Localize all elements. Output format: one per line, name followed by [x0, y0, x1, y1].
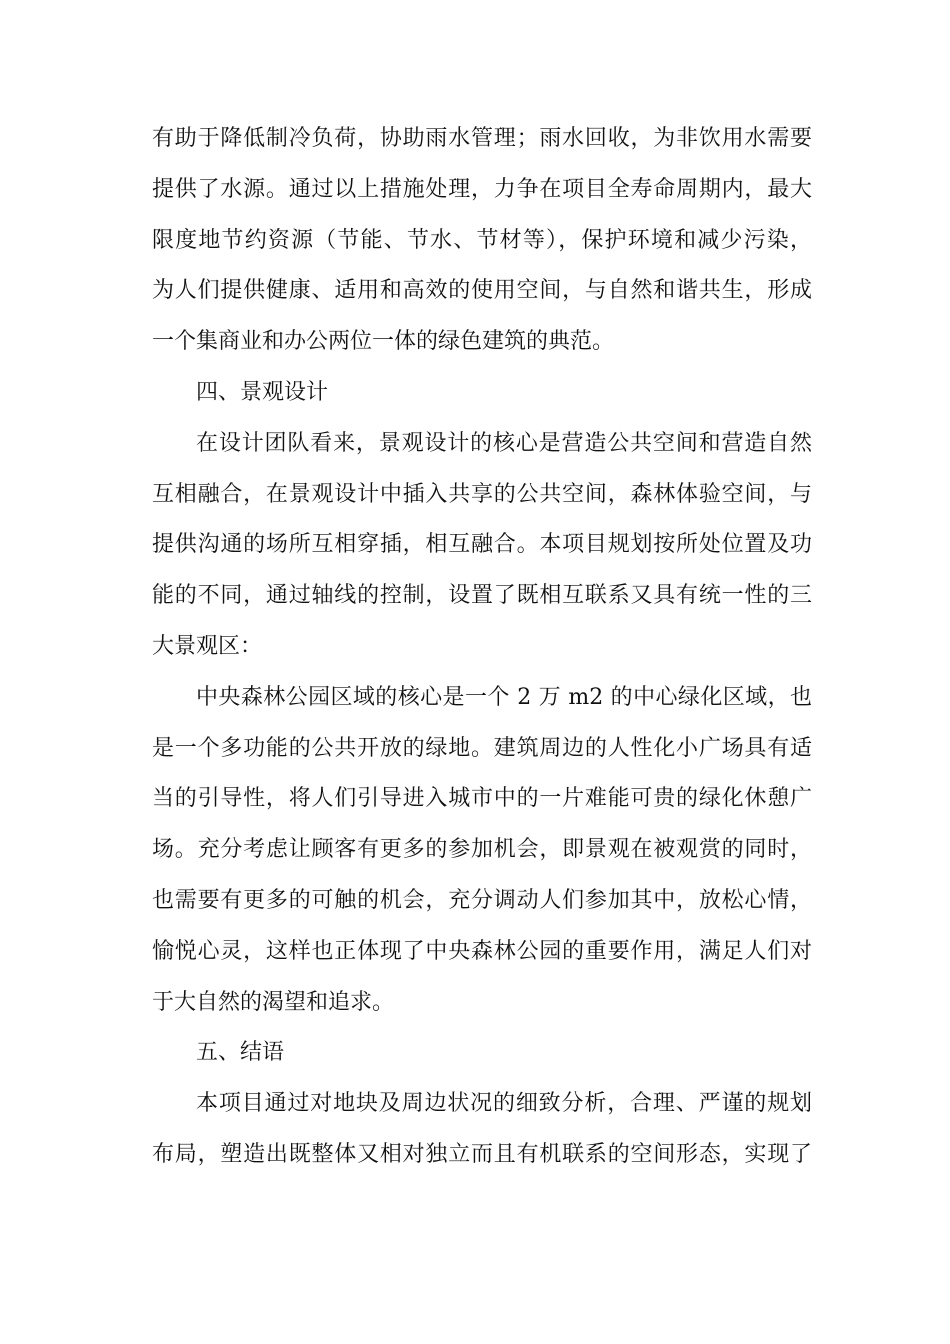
- body-paragraph: [152, 114, 812, 368]
- paragraph-line: 当的引导性，将人们引导进入城市中的一片难能可贵的绿化休憩广: [152, 786, 812, 812]
- paragraph-line: 限度地节约资源（节能、节水、节材等），保护环境和减少污染，: [152, 227, 812, 253]
- paragraph-line: 也需要有更多的可触的机会，充分调动人们参加其中，放松心情，: [152, 887, 812, 913]
- paragraph-line: 提供沟通的场所互相穿插，相互融合。本项目规划按所处位置及功: [152, 532, 812, 558]
- paragraph-line: 在设计团队看来，景观设计的核心是营造公共空间和营造自然: [196, 430, 812, 456]
- paragraph-line: 愉悦心灵，这样也正体现了中央森林公园的重要作用，满足人们对: [152, 938, 812, 964]
- paragraph-line: 一个集商业和办公两位一体的绿色建筑的典范。: [152, 329, 615, 355]
- paragraph-line: 有助于降低制冷负荷，协助雨水管理；雨水回收，为非饮用水需要: [152, 126, 812, 151]
- paragraph-line: 本项目通过对地块及周边状况的细致分析，合理、严谨的规划: [196, 1091, 812, 1117]
- body-paragraph: [152, 673, 812, 1029]
- paragraph-line: 中央森林公园区域的核心是一个 2 万 m2 的中心绿化区域，也: [196, 684, 812, 710]
- body-paragraph: [152, 1079, 812, 1181]
- paragraph-line: 于大自然的渴望和追求。: [152, 989, 395, 1015]
- paragraph-line: 互相融合，在景观设计中插入共享的公共空间，森林体验空间，与: [152, 481, 812, 507]
- paragraph-line: 是一个多功能的公共开放的绿地。建筑周边的人性化小广场具有适: [152, 735, 812, 761]
- body-paragraph: [152, 419, 812, 673]
- paragraph-line: 为人们提供健康、适用和高效的使用空间，与自然和谐共生，形成: [152, 278, 812, 304]
- paragraph-line: 提供了水源。通过以上措施处理，力争在项目全寿命周期内，最大: [152, 176, 812, 202]
- paragraph-line: 大景观区：: [152, 633, 263, 659]
- paragraph-line: 能的不同，通过轴线的控制，设置了既相互联系又具有统一性的三: [152, 583, 812, 609]
- paragraph-line: 布局，塑造出既整体又相对独立而且有机联系的空间形态，实现了: [152, 1141, 812, 1167]
- paragraph-line: 场。充分考虑让顾客有更多的参加机会，即景观在被观赏的同时，: [152, 837, 812, 863]
- section-heading: 五、结语: [196, 1040, 285, 1066]
- section-heading: 四、景观设计: [196, 379, 329, 405]
- document-body: [152, 114, 812, 1181]
